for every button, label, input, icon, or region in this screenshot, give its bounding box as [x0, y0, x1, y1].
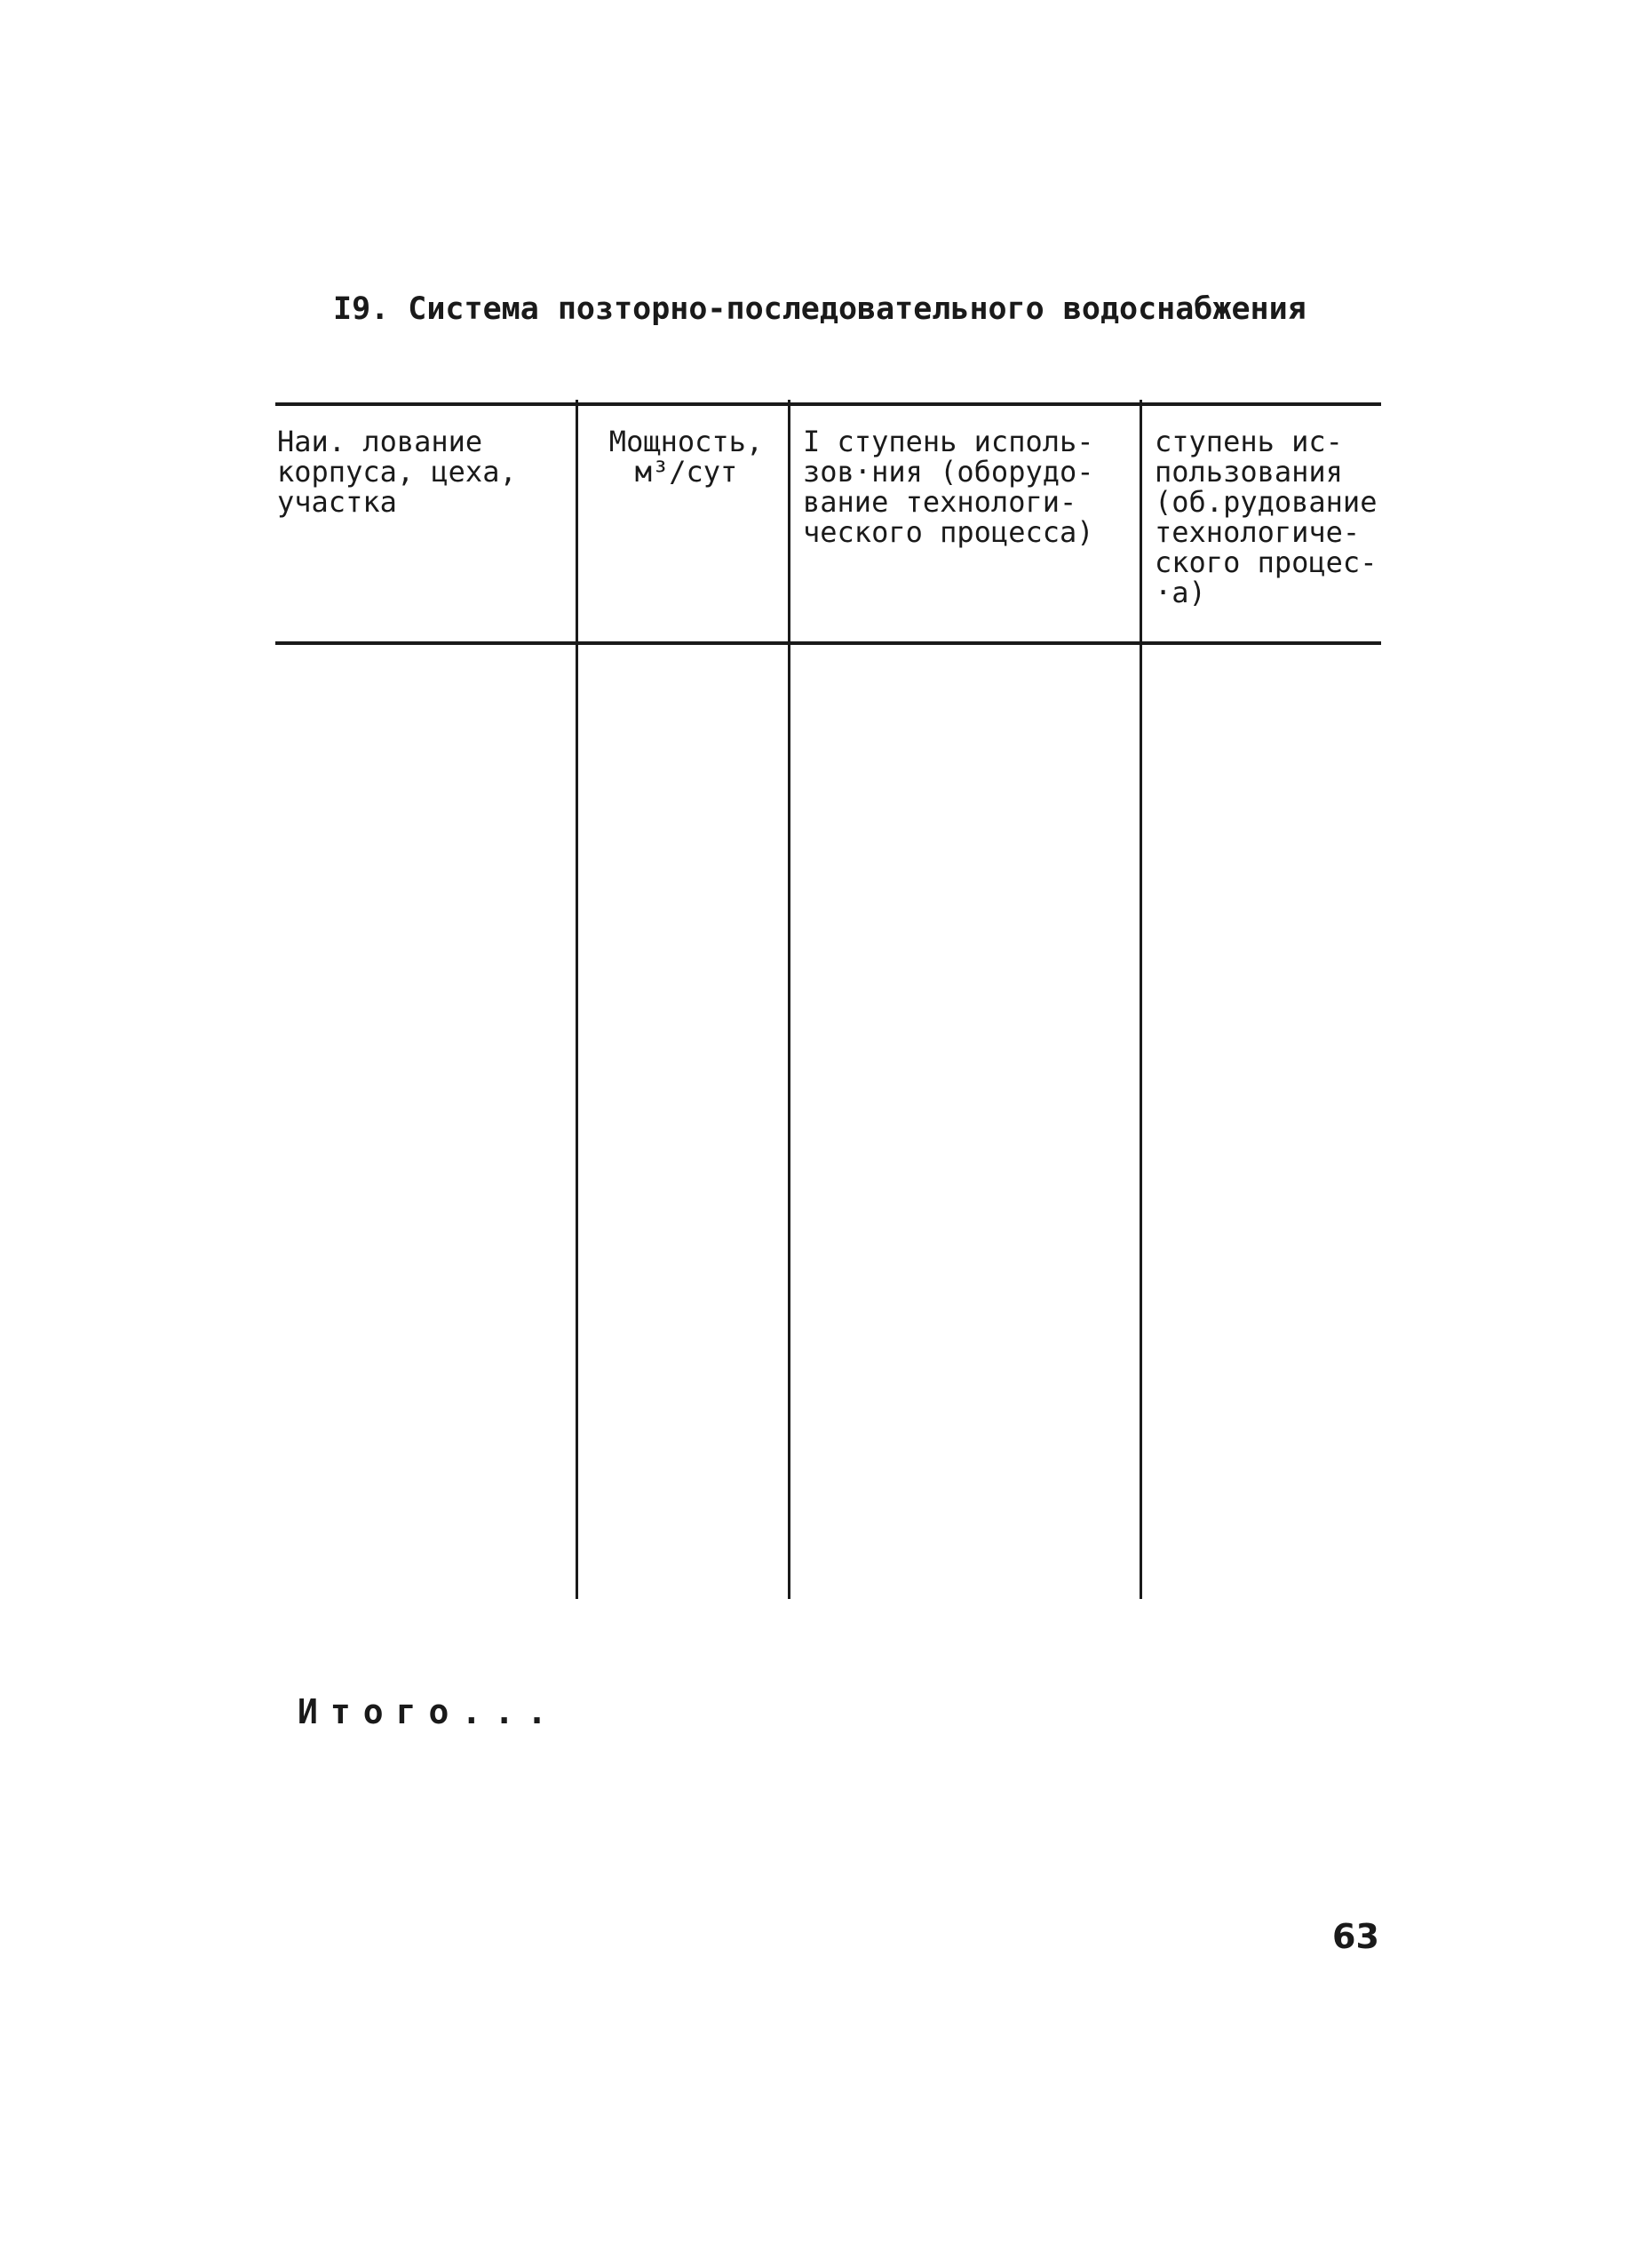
page-number: 63: [1332, 1917, 1379, 1956]
column-header-stage-1: I ступень исполь- зов·ния (оборудо- вание технологи- ческого процесса): [803, 425, 1094, 549]
column-header-name: Наи. лование корпуса, цеха, участка: [277, 425, 517, 519]
table-body-empty: [275, 645, 1381, 1595]
column-header-capacity: Мощность, м³/сут: [608, 425, 764, 489]
page-title: I9. Система позторно-последовательного водоснабжения: [333, 291, 1307, 327]
table-top-rule: [275, 402, 1381, 406]
column-header-stage-2: ступень ис- пользования (об.рудование технологиче- ского процес- ·а): [1155, 425, 1378, 609]
water-supply-table: [275, 400, 1381, 1599]
total-label: Итого...: [298, 1692, 560, 1731]
